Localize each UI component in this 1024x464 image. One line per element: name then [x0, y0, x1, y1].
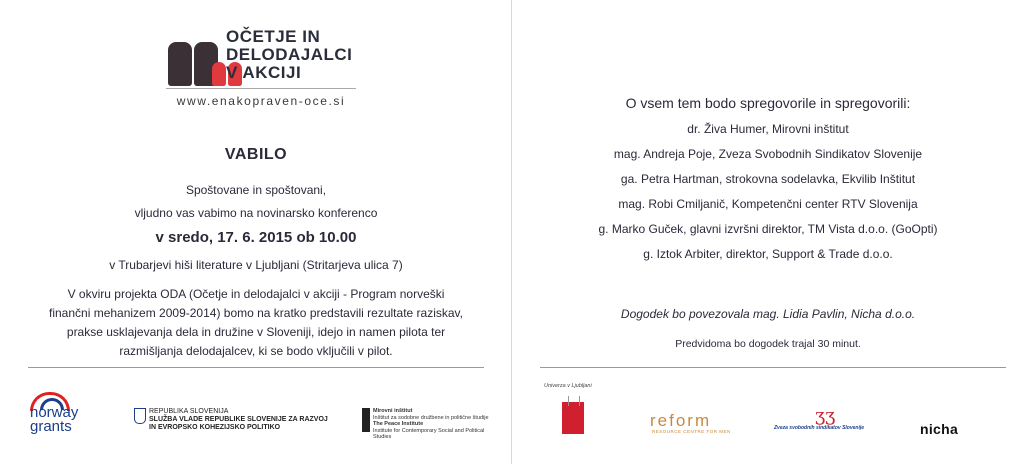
logo-title [226, 28, 352, 82]
peace-institute-mark-icon [362, 408, 370, 432]
speaker-item: g. Iztok Arbiter, direktor, Support & Trade d.o.o. [643, 247, 893, 261]
project-description: V okviru projekta ODA (Očetje in delodajalci v akciji - Program norveški finančni mehanizem 2009-2014) bomo na kratko predstavili rezultate raziskav, prakse usklajevanja dela in družine v Sloveniji, idejo in namen pilota ter razmišljanja delodajalcev, ki se bodo vključili v pilot. [49, 287, 463, 358]
logo-divider [166, 88, 356, 89]
speaker-item: g. Marko Guček, glavni izvršni direktor, TM Vista d.o.o. (GoOpti) [598, 222, 938, 236]
event-place: v Trubarjevi hiši literature v Ljubljani (Stritarjeva ulica 7) [109, 258, 403, 272]
slovenia-gov-text: SLUŽBA VLADE REPUBLIKE SLOVENIJE ZA RAZVOJ [149, 416, 328, 423]
peace-institute-text: Mirovni inštitut [373, 408, 413, 414]
website-url[interactable]: www.enakopraven-oce.si [176, 94, 346, 108]
peace-institute-logo [362, 408, 502, 438]
university-label: Univerza v Ljubljani [544, 383, 592, 389]
greeting: Spoštovane in spoštovani, [185, 183, 327, 197]
speaker-item: ga. Petra Hartman, strokovna sodelavka, Ekvilib Inštitut [620, 172, 916, 186]
zvsl-mark-icon: ʒʒ [815, 405, 836, 426]
invite-heading: VABILO [224, 146, 288, 163]
norway-grants-text: norway [30, 404, 79, 421]
logo-title-line: V AKCIJI [226, 63, 302, 82]
peace-institute-text: The Peace Institute [373, 421, 424, 427]
reform-subtitle: RESOURCE CENTRE FOR MEN [652, 429, 731, 434]
speaker-list [512, 122, 1024, 272]
reform-logo: reform [650, 411, 712, 430]
speaker-item: mag. Andreja Poje, Zveza Svobodnih Sindikatov Slovenije [613, 147, 923, 161]
speaker-item: mag. Robi Cmiljanič, Kompetenčni center RTV Slovenija [618, 197, 918, 211]
event-date: v sredo, 17. 6. 2015 ob 10.00 [155, 229, 357, 246]
footer-divider [28, 367, 484, 368]
shoe-icon [168, 42, 192, 86]
peace-institute-text: Inštitut za sodobne družbene in politične študije [373, 414, 489, 421]
project-logo [166, 28, 356, 112]
slovenia-gov-text: REPUBLIKA SLOVENIJA [149, 408, 229, 415]
moderator-note: Dogodek bo povezovala mag. Lidia Pavlin, Nicha d.o.o. [620, 307, 916, 321]
norway-grants-logo [30, 390, 110, 436]
zvsl-logo-text: Zveza svobodnih sindikatov Slovenije [774, 425, 865, 431]
slovenia-gov-text: IN EVROPSKO KOHEZIJSKO POLITIKO [149, 424, 281, 431]
slovenia-gov-logo [134, 408, 374, 438]
logo-title-line: OČETJE IN [226, 27, 321, 46]
program-heading: O vsem tem bodo spregovorile in spregovorili: [625, 95, 911, 111]
logo-title-line: DELODAJALCI [226, 45, 353, 64]
invitation-text: vljudno vas vabimo na novinarsko konferenco [134, 206, 378, 220]
footer-divider [540, 367, 1006, 368]
university-logo-icon [562, 402, 584, 434]
nicha-logo: nicha [920, 421, 959, 437]
duration-note: Predvidoma bo dogodek trajal 30 minut. [675, 338, 861, 350]
right-page [512, 0, 1024, 464]
norway-grants-text: grants [30, 418, 72, 435]
speaker-item: dr. Živa Humer, Mirovni inštitut [687, 122, 849, 136]
peace-institute-text: Institute for Contemporary Social and Political Studies [373, 427, 485, 440]
slovenia-crest-icon [134, 408, 146, 424]
child-shoe-icon [212, 62, 226, 86]
